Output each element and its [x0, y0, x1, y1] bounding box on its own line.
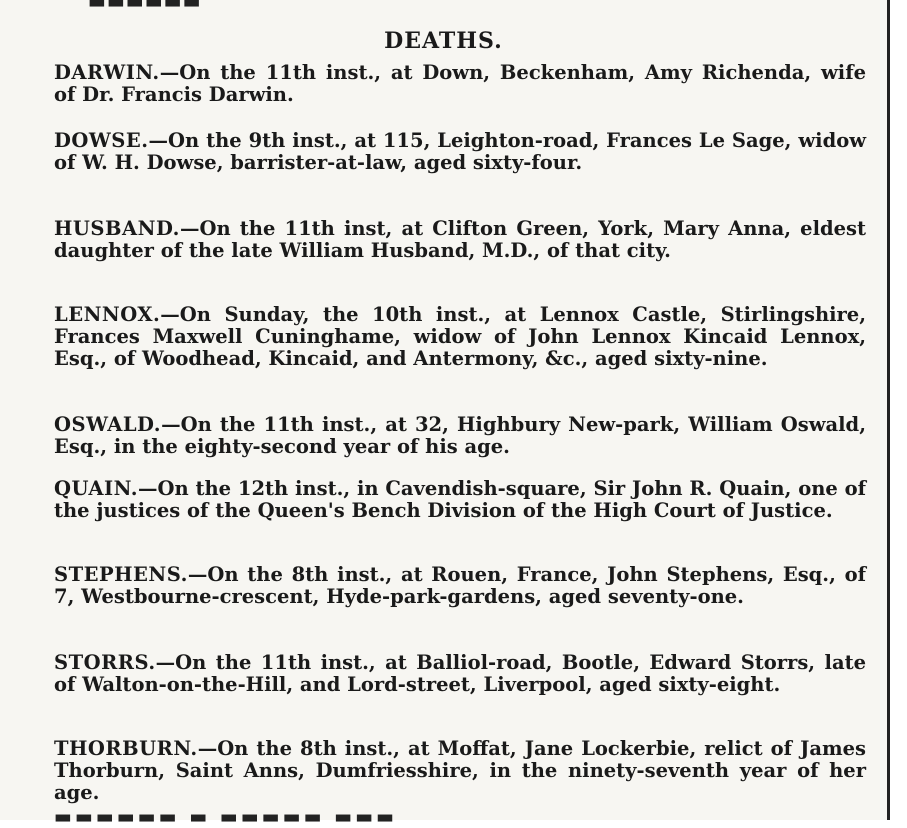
notice-text: —On the 11th inst., at Down, Beckenham, Amy Richenda, wife of Dr. Francis Darwin.: [54, 61, 866, 106]
notice-text: —On the 8th inst., at Rouen, France, John Stephens, Esq., of 7, Westbourne-crescent, Hyde-park-gardens, aged seventy-one.: [54, 563, 866, 608]
surname: DOWSE.: [54, 129, 149, 152]
death-notice: [54, 130, 866, 174]
notice-text: —On the 11th inst., at Balliol-road, Bootle, Edward Storrs, late of Walton-on-the-Hill, and Lord-street, Liverpool, aged sixty-eight.: [54, 651, 866, 696]
surname: OSWALD.: [54, 413, 162, 436]
death-notice: [54, 62, 866, 106]
cut-off-text-top: ▬▬▬▬▬▬: [88, 0, 202, 13]
surname: LENNOX.: [54, 303, 161, 326]
section-heading: DEATHS.: [384, 28, 503, 54]
notice-text: —On the 9th inst., at 115, Leighton-road, Frances Le Sage, widow of W. H. Dowse, barrister-at-law, aged sixty-four.: [54, 129, 866, 174]
death-notice: [54, 564, 866, 608]
notice-text: —On Sunday, the 10th inst., at Lennox Castle, Stirlingshire, Frances Maxwell Cuninghame, widow of John Lennox Kincaid Lennox, Esq., of Woodhead, Kincaid, and Antermony, &c., aged sixty-nine.: [54, 303, 866, 370]
surname: STORRS.: [54, 651, 156, 674]
surname: QUAIN.: [54, 477, 139, 500]
notice-text: —On the 12th inst., in Cavendish-square, Sir John R. Quain, one of the justices of the Queen's Bench Division of the High Court of Justice.: [54, 477, 866, 522]
surname: DARWIN.: [54, 61, 160, 84]
notice-text: —On the 8th inst., at Moffat, Jane Lockerbie, relict of James Thorburn, Saint Anns, Dumfriesshire, in the ninety-seventh year of her age.: [54, 737, 866, 804]
column-divider: [887, 0, 907, 820]
death-notice: [54, 652, 866, 696]
notice-text: —On the 11th inst, at Clifton Green, York, Mary Anna, eldest daughter of the late William Husband, M.D., of that city.: [54, 217, 866, 262]
notice-text: —On the 11th inst., at 32, Highbury New-park, William Oswald, Esq., in the eighty-second year of his age.: [54, 413, 866, 458]
death-notice: [54, 304, 866, 370]
death-notice: [54, 738, 866, 804]
surname: THORBURN.: [54, 737, 198, 760]
death-notice: [54, 478, 866, 522]
death-notice: [54, 414, 866, 458]
surname: HUSBAND.: [54, 217, 180, 240]
cut-off-text-bottom: ▬▬▬▬▬▬ ▬ ▬▬▬▬▬ ▬▬▬: [54, 806, 398, 828]
surname: STEPHENS.: [54, 563, 188, 586]
death-notice: [54, 218, 866, 262]
